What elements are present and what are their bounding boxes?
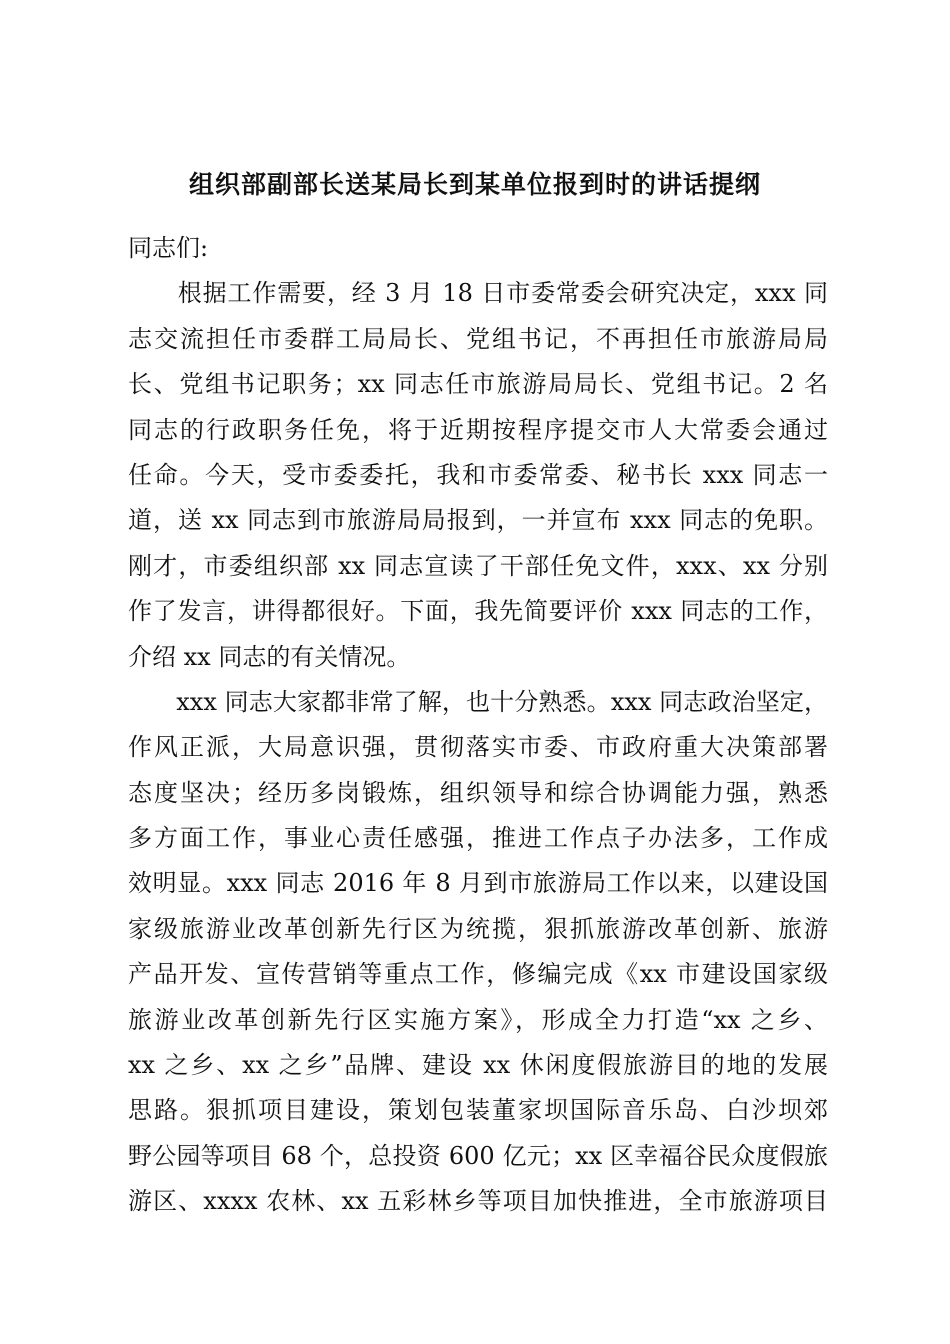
document-title: 组织部副部长送某局长到某单位报到时的讲话提纲 <box>188 170 761 199</box>
paragraph-1-line: 任命。今天，受市委委托，我和市委常委、秘书长 xxx 同志一 <box>128 460 828 489</box>
paragraph-2-line: 游区、xxxx 农林、xx 五彩林乡等项目加快推进，全市旅游项目 <box>128 1187 828 1216</box>
paragraph-2-line: 多方面工作，事业心责任感强，推进工作点子办法多，工作成 <box>128 824 828 853</box>
paragraph-2-line: 效明显。xxx 同志 2016 年 8 月到市旅游局工作以来，以建设国 <box>128 869 828 898</box>
paragraph-2-line: 野公园等项目 68 个，总投资 600 亿元；xx 区幸福谷民众度假旅 <box>128 1141 828 1170</box>
paragraph-2-line: 产品开发、宣传营销等重点工作，修编完成《xx 市建设国家级 <box>128 960 828 989</box>
paragraph-1-line: 同志的行政职务任免，将于近期按程序提交市人大常委会通过 <box>128 415 828 444</box>
paragraph-1-line: 长、党组书记职务；xx 同志任市旅游局局长、党组书记。2 名 <box>128 370 828 399</box>
document-body <box>128 226 828 1225</box>
paragraph-2-line: 家级旅游业改革创新先行区为统揽，狠抓旅游改革创新、旅游 <box>128 914 828 943</box>
paragraph-2-line: 旅游业改革创新先行区实施方案》，形成全力打造“xx 之乡、 <box>128 1005 828 1034</box>
paragraph-2-line: 态度坚决；经历多岗锻炼，组织领导和综合协调能力强，熟悉 <box>128 778 828 807</box>
paragraph-1-line: 介绍 xx 同志的有关情况。 <box>128 642 411 671</box>
paragraph-2-line: xx 之乡、xx 之乡”品牌、建设 xx 休闲度假旅游目的地的发展 <box>128 1051 828 1080</box>
paragraph-2-line: 作风正派，大局意识强，贯彻落实市委、市政府重大决策部署 <box>128 733 828 762</box>
paragraph-2-line: 思路。狠抓项目建设，策划包装董家坝国际音乐岛、白沙坝郊 <box>128 1096 828 1125</box>
paragraph-1-line: 刚才，市委组织部 xx 同志宣读了干部任免文件，xxx、xx 分别 <box>128 551 828 580</box>
paragraph-1-line: 道，送 xx 同志到市旅游局局报到，一并宣布 xxx 同志的免职。 <box>128 506 828 535</box>
paragraph-1-line: 根据工作需要，经 3 月 18 日市委常委会研究决定，xxx 同 <box>128 279 828 308</box>
salutation: 同志们: <box>128 234 209 262</box>
paragraph-1-line: 作了发言，讲得都很好。下面，我先简要评价 xxx 同志的工作， <box>128 597 828 626</box>
paragraph-1-line: 志交流担任市委群工局局长、党组书记，不再担任市旅游局局 <box>128 324 828 353</box>
paragraph-2-line: xxx 同志大家都非常了解，也十分熟悉。xxx 同志政治坚定， <box>128 687 828 716</box>
